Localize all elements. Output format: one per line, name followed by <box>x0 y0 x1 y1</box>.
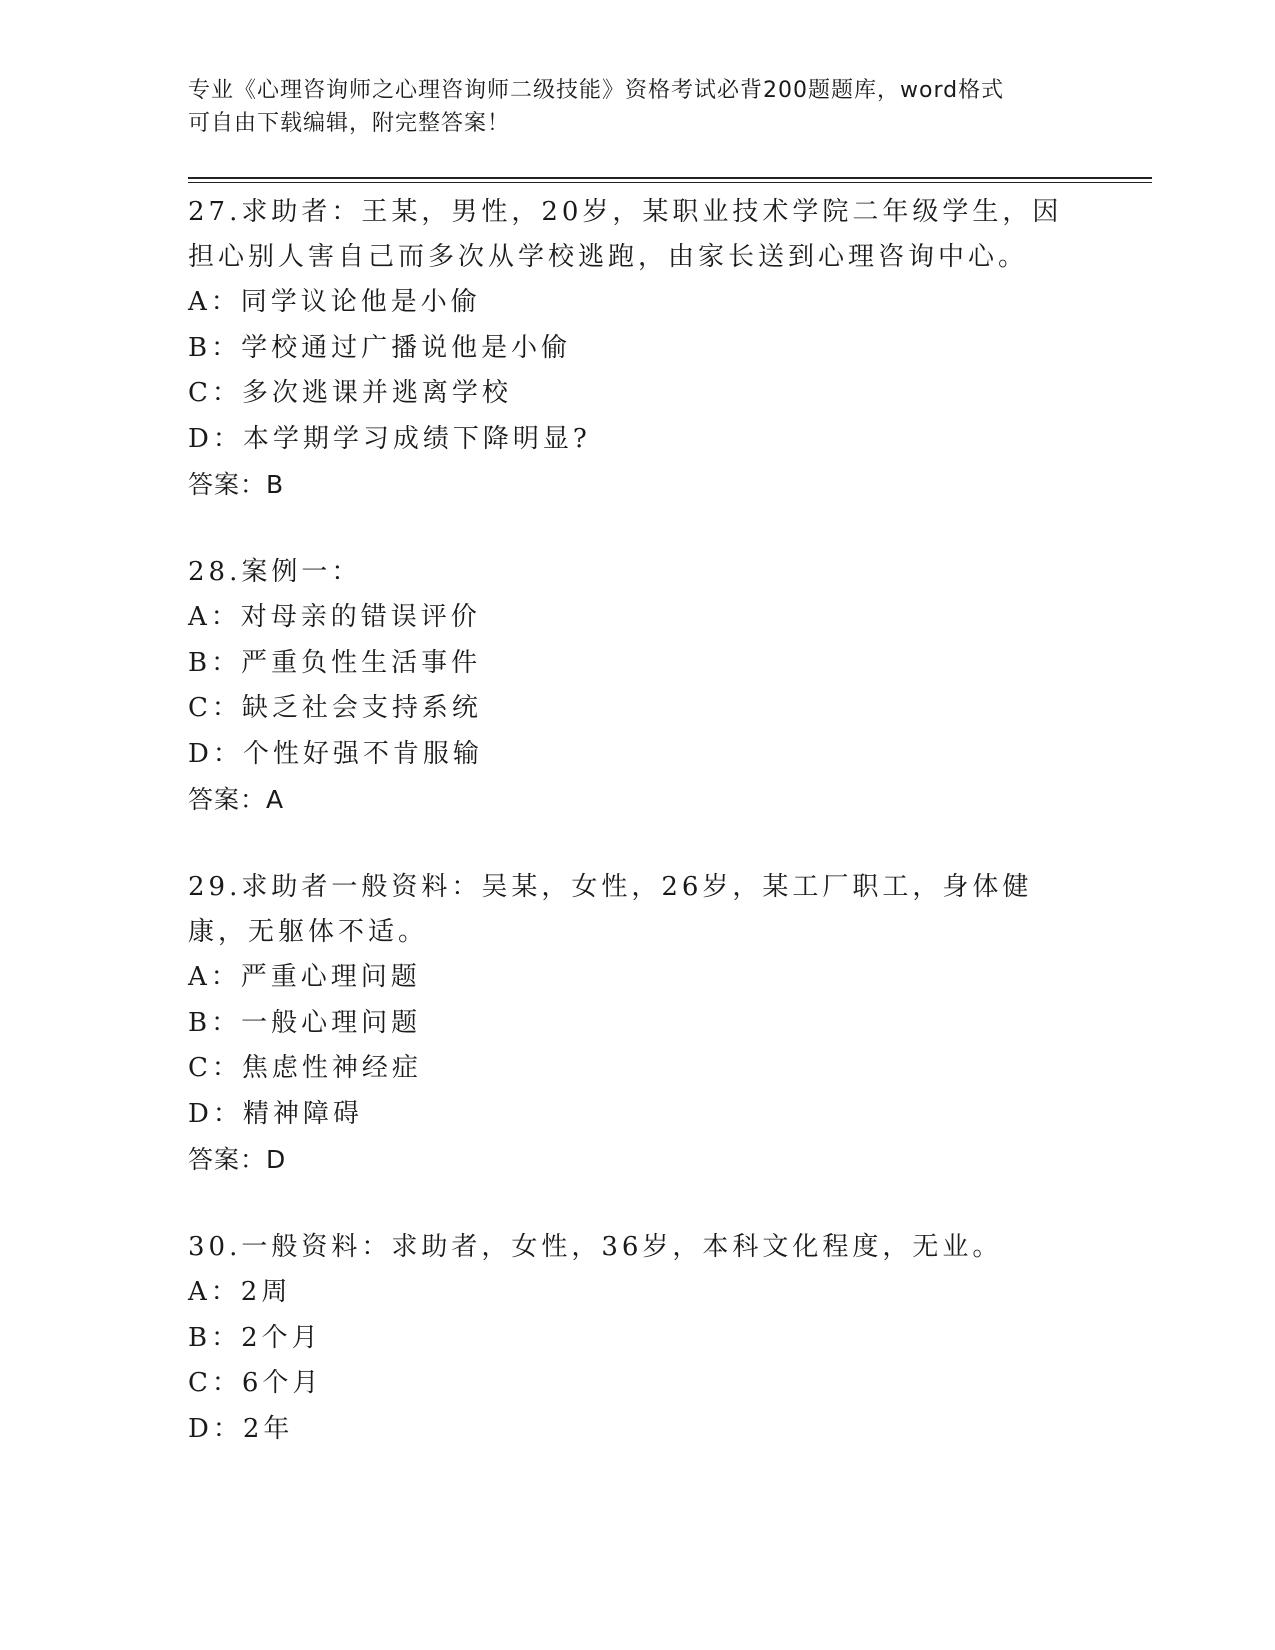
question-28 <box>188 550 1088 823</box>
header-divider-thin <box>188 182 1152 183</box>
question-27 <box>188 190 1088 508</box>
question-stem: 28.案例一： <box>188 557 362 587</box>
option-d: D：精神障碍 <box>188 1098 363 1129</box>
option-b: B：学校通过广播说他是小偷 <box>188 332 572 363</box>
question-30 <box>188 1225 1088 1452</box>
question-stem: 30.一般资料：求助者，女性，36岁，本科文化程度，无业。 <box>188 1232 1003 1262</box>
option-c: C：6个月 <box>188 1368 323 1398</box>
answer-label: 答案：D <box>188 1145 287 1174</box>
option-d: D：本学期学习成绩下降明显? <box>188 423 591 454</box>
document-header <box>188 74 1088 140</box>
answer-label: 答案：A <box>188 785 285 814</box>
option-a: A：对母亲的错误评价 <box>188 602 481 632</box>
option-b: B：一般心理问题 <box>188 1007 422 1038</box>
answer-label: 答案：B <box>188 470 285 499</box>
option-d: D：个性好强不肯服输 <box>188 738 483 769</box>
option-a: A：同学议论他是小偷 <box>188 287 481 317</box>
question-stem: 29.求助者一般资料：吴某，女性，26岁，某工厂职工，身体健康，无躯体不适。 <box>188 872 1033 947</box>
option-c: C：缺乏社会支持系统 <box>188 693 482 723</box>
header-divider-thick <box>188 177 1152 179</box>
option-c: C：焦虑性神经症 <box>188 1053 422 1083</box>
option-c: C：多次逃课并逃离学校 <box>188 378 512 408</box>
option-d: D：2年 <box>188 1413 294 1444</box>
option-a: A：严重心理问题 <box>188 962 421 992</box>
question-list <box>188 190 1088 1494</box>
question-stem: 27.求助者：王某，男性，20岁，某职业技术学院二年级学生，因担心别人害自己而多次从学校逃跑，由家长送到心理咨询中心。 <box>188 197 1063 272</box>
header-title-line-1: 专业《心理咨询师之心理咨询师二级技能》资格考试必背200题题库，word格式 <box>188 78 1005 103</box>
option-b: B：2个月 <box>188 1322 322 1353</box>
question-29 <box>188 865 1088 1183</box>
option-a: A：2周 <box>188 1277 292 1307</box>
option-b: B：严重负性生活事件 <box>188 647 482 678</box>
header-title-line-2: 可自由下载编辑，附完整答案！ <box>188 111 511 136</box>
